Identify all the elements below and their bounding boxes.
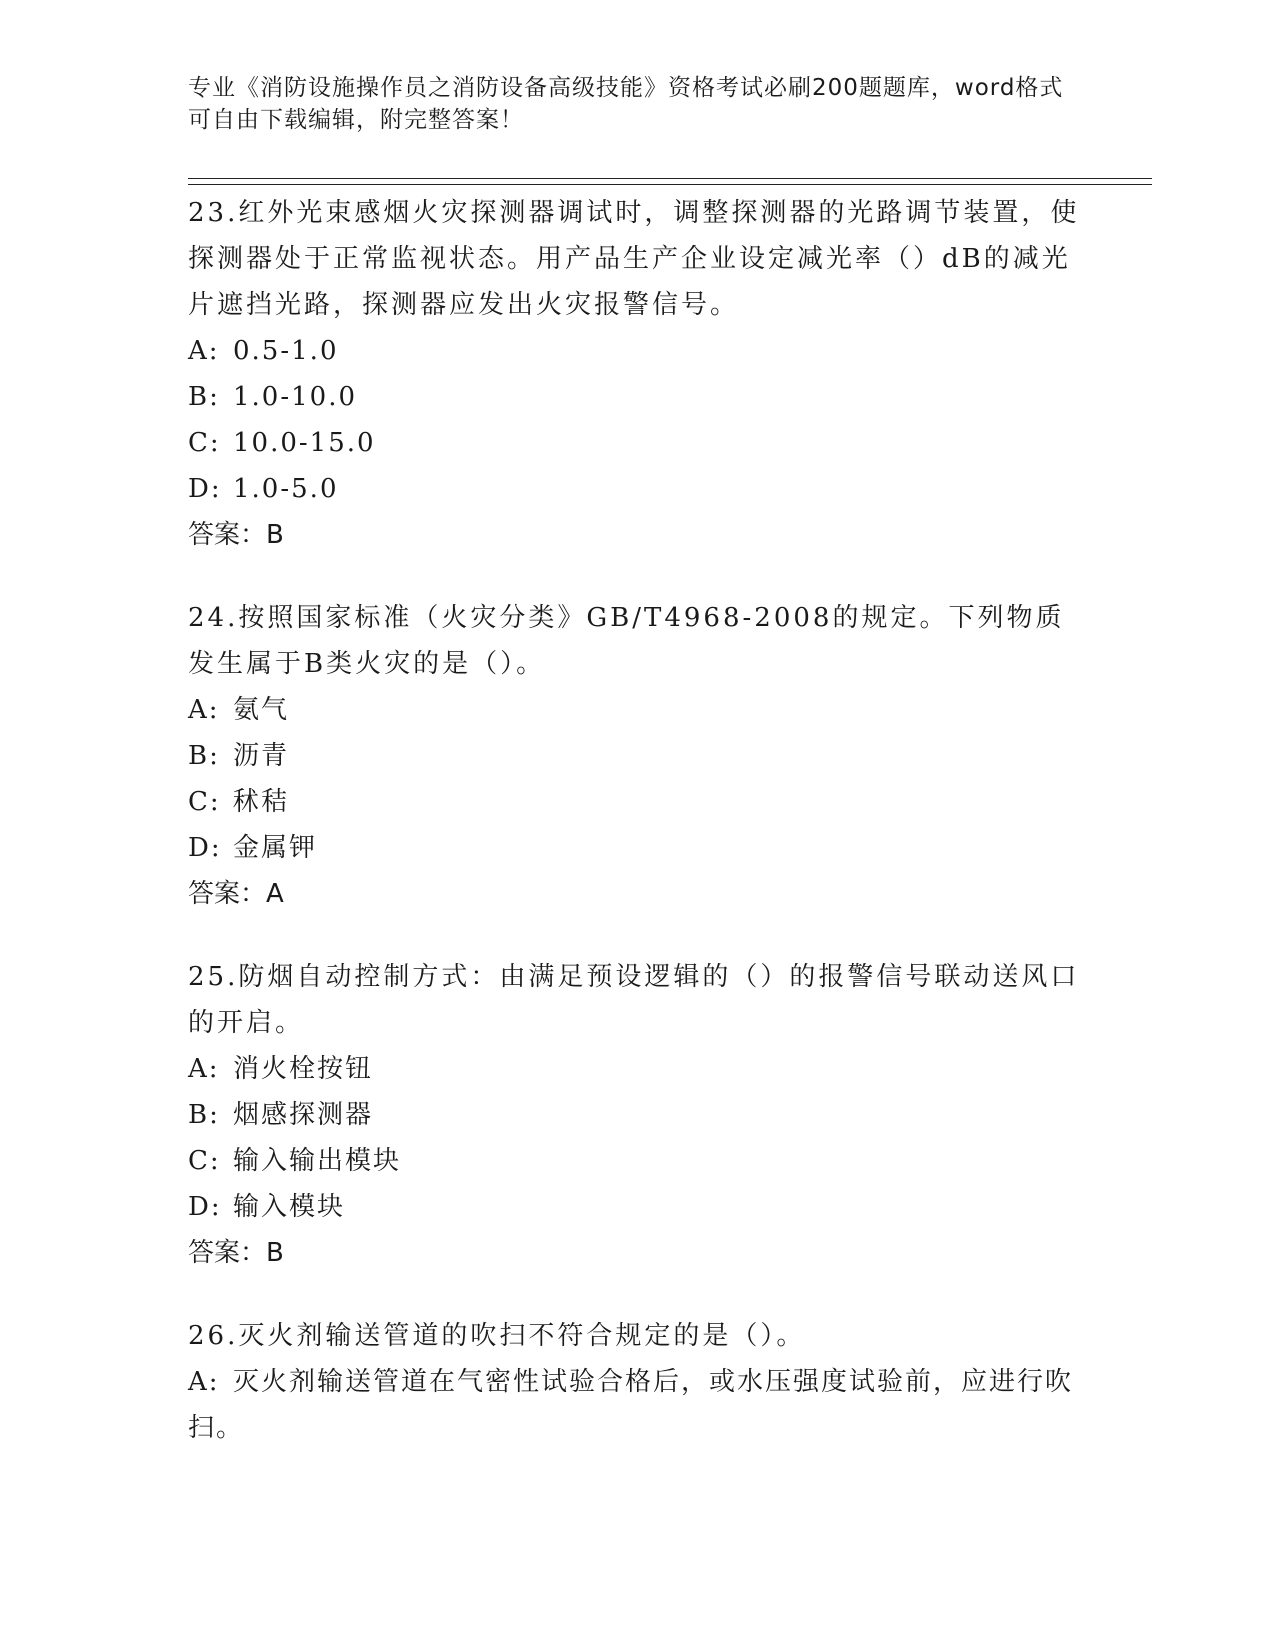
option-letter: D: — [188, 1192, 222, 1222]
question-list — [188, 190, 1088, 1488]
option-letter: C: — [188, 1146, 221, 1176]
question-stem: 25.防烟自动控制方式：由满足预设逻辑的（）的报警信号联动送风口的开启。 — [188, 962, 1080, 1038]
option-text: 沥青 — [233, 741, 290, 771]
option-letter: A: — [188, 1367, 220, 1397]
option-letter: B: — [188, 1100, 220, 1130]
answer: 答案：A — [188, 879, 284, 909]
option-text: 灭火剂输送管道在气密性试验合格后，或水压强度试验前，应进行吹扫。 — [188, 1367, 1074, 1443]
option-text: 氨气 — [233, 695, 290, 725]
option-d — [188, 825, 1088, 871]
option-letter: D: — [188, 833, 222, 863]
option-b — [188, 374, 1088, 420]
option-text: 输入输出模块 — [233, 1146, 402, 1176]
option-letter: A: — [188, 336, 220, 366]
option-text: 1.0-10.0 — [233, 382, 358, 412]
option-letter: C: — [188, 787, 221, 817]
question-stem: 24.按照国家标准（火灾分类》GB/T4968-2008的规定。下列物质发生属于B类火灾的是（）。 — [188, 603, 1065, 679]
question-26 — [188, 1313, 1088, 1451]
option-text: 1.0-5.0 — [233, 474, 339, 504]
option-letter: A: — [188, 695, 220, 725]
option-c — [188, 779, 1088, 825]
option-d — [188, 1184, 1088, 1230]
option-text: 烟感探测器 — [233, 1100, 374, 1130]
answer: 答案：B — [188, 1238, 284, 1268]
option-letter: B: — [188, 741, 220, 771]
option-a — [188, 687, 1088, 733]
answer: 答案：B — [188, 520, 284, 550]
option-a — [188, 1046, 1088, 1092]
option-c — [188, 420, 1088, 466]
document-header — [188, 72, 1068, 136]
question-stem: 26.灭火剂输送管道的吹扫不符合规定的是（）。 — [188, 1321, 806, 1351]
option-text: 消火栓按钮 — [233, 1054, 374, 1084]
option-b — [188, 733, 1088, 779]
option-text: 秫秸 — [233, 787, 290, 817]
header-title: 专业《消防设施操作员之消防设备高级技能》资格考试必刷200题题库，word格式可自由下载编辑，附完整答案！ — [188, 75, 1064, 133]
option-letter: A: — [188, 1054, 220, 1084]
question-24 — [188, 595, 1088, 917]
question-23 — [188, 190, 1088, 558]
option-text: 输入模块 — [233, 1192, 346, 1222]
question-stem: 23.红外光束感烟火灾探测器调试时，调整探测器的光路调节装置，使探测器处于正常监视状态。用产品生产企业设定减光率（）dB的减光片遮挡光路，探测器应发出火灾报警信号。 — [188, 198, 1080, 320]
option-a — [188, 328, 1088, 374]
question-25 — [188, 954, 1088, 1276]
option-letter: C: — [188, 428, 221, 458]
option-a — [188, 1359, 1088, 1451]
option-letter: D: — [188, 474, 222, 504]
option-letter: B: — [188, 382, 220, 412]
option-text: 金属钾 — [233, 833, 318, 863]
option-text: 10.0-15.0 — [233, 428, 376, 458]
option-c — [188, 1138, 1088, 1184]
option-text: 0.5-1.0 — [233, 336, 339, 366]
header-divider-bottom — [188, 184, 1152, 185]
option-b — [188, 1092, 1088, 1138]
option-d — [188, 466, 1088, 512]
header-divider-top — [188, 178, 1152, 179]
